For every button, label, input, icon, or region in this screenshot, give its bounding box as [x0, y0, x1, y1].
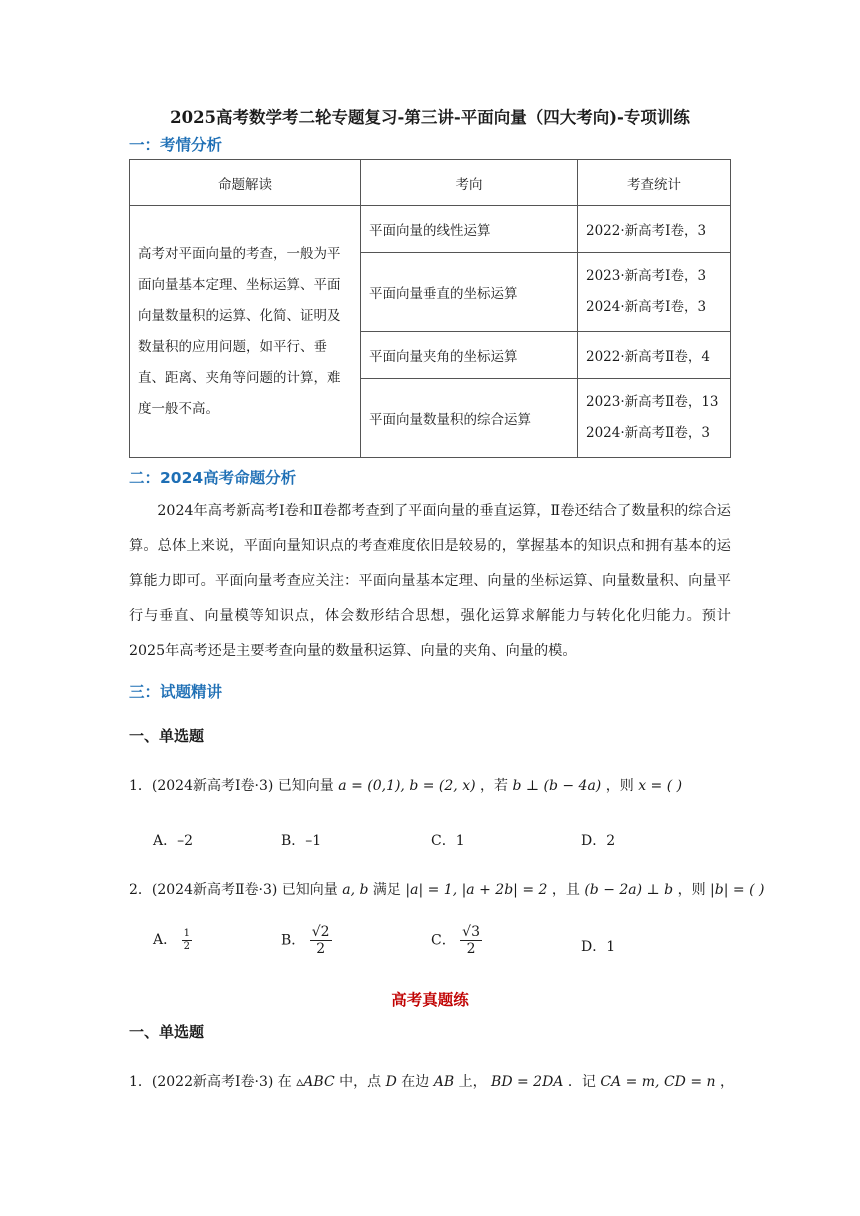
denominator: 2: [316, 941, 326, 958]
question-text: 满足: [372, 882, 401, 898]
question-text: 在边: [401, 1074, 430, 1090]
numerator: 1: [183, 928, 190, 939]
stat-item: 2022·新高考Ⅱ卷，4: [586, 349, 710, 365]
denominator: 2: [183, 940, 190, 952]
question-text: ，若: [480, 778, 509, 794]
table-header: 命题解读: [130, 160, 361, 206]
question-text: ，则: [677, 882, 706, 898]
table-description-cell: 高考对平面向量的考查，一般为平面向量基本定理、坐标运算、平面向量数量积的运算、化简、证明及数量积的应用问题，如平行、垂直、距离、夹角等问题的计算，难度一般不高。: [130, 206, 361, 458]
table-topic-cell: 平面向量垂直的坐标运算: [361, 253, 578, 332]
analysis-paragraph: [129, 494, 731, 669]
stat-item: 2024·新高考Ⅱ卷，3: [586, 425, 710, 441]
stat-item: 2024·新高考Ⅰ卷，3: [586, 299, 707, 315]
table-stats-cell: [578, 379, 731, 458]
question-text: ．记: [567, 1074, 596, 1090]
option-d[interactable]: D．1: [581, 939, 616, 955]
stat-item: 2022·新高考Ⅰ卷，3: [586, 223, 707, 239]
fraction: [182, 928, 192, 952]
option-d[interactable]: D．2: [581, 833, 616, 849]
question-text: 上，: [458, 1074, 487, 1090]
document-title: 2025高考数学考二轮专题复习-第三讲-平面向量（四大考向)-专项训练: [170, 108, 690, 127]
question-1: [129, 775, 682, 795]
single-choice-heading: 一、单选题: [129, 727, 205, 745]
table-topic-cell: 平面向量数量积的综合运算: [361, 379, 578, 458]
option-a[interactable]: A．–2: [153, 833, 194, 849]
question-text: 1．(2022新高考Ⅰ卷·3) 在: [129, 1074, 292, 1090]
section-heading-analysis: 一：考情分析: [129, 136, 223, 154]
math-expression: a, b: [342, 882, 369, 898]
numerator: √3: [462, 924, 480, 940]
denominator: 2: [466, 941, 476, 958]
question-2: [129, 879, 764, 899]
table-header-row: [130, 160, 731, 206]
table-topic-cell: 平面向量的线性运算: [361, 206, 578, 253]
table-topic-cell: 平面向量夹角的坐标运算: [361, 332, 578, 379]
analysis-text: 2024年高考新高考Ⅰ卷和Ⅱ卷都考查到了平面向量的垂直运算，Ⅱ卷还结合了数量积的综合运算。总体上来说，平面向量知识点的考查难度依旧是较易的，掌握基本的知识点和拥有基本的运算能力即可。平面向量考查应关注：平面向量基本定理、向量的坐标运算、向量数量积、向量平行与垂直、向量模等知识点，体会数形结合思想，强化运算求解能力与转化化归能力。预计2025年高考还是主要考查向量的数量积运算、向量的夹角、向量的模。: [129, 503, 731, 659]
option-label: B．: [281, 932, 306, 949]
real-exam-heading: 高考真题练: [391, 991, 469, 1009]
question-text: 中，点: [339, 1074, 382, 1090]
math-expression: a = (0,1), b = (2, x): [338, 778, 476, 794]
table-header: 考查统计: [578, 160, 731, 206]
stat-item: 2023·新高考Ⅰ卷，3: [586, 268, 707, 284]
section-heading-2024: 二：2024高考命题分析: [129, 469, 297, 487]
question-text: 1．(2024新高考Ⅰ卷·3) 已知向量: [129, 778, 334, 794]
option-label: C．: [431, 932, 456, 949]
numerator: √2: [311, 924, 330, 940]
option-c[interactable]: [431, 924, 482, 957]
table-stats-cell: [578, 253, 731, 332]
question-text: 2．(2024新高考Ⅱ卷·3) 已知向量: [129, 882, 338, 898]
question-text: ，则: [605, 778, 634, 794]
exam-analysis-table: [129, 159, 731, 458]
math-expression: CA = m, CD = n: [600, 1074, 716, 1090]
option-b[interactable]: [281, 924, 332, 957]
stat-item: 2023·新高考Ⅱ卷，13: [586, 394, 719, 410]
real-question-1: [129, 1071, 734, 1091]
fraction: [310, 924, 332, 957]
section-heading-problems: 三：试题精讲: [129, 683, 223, 701]
math-expression: b ⊥ (b − 4a): [512, 778, 602, 794]
math-expression: x = ( ): [638, 778, 683, 794]
option-b[interactable]: B．–1: [281, 833, 322, 849]
table-row: [130, 206, 731, 253]
math-expression: BD = 2DA: [491, 1074, 564, 1090]
table-stats-cell: [578, 332, 731, 379]
table-stats-cell: [578, 206, 731, 253]
math-expression: |b| = ( ): [710, 882, 765, 898]
question-text: ，: [720, 1074, 734, 1090]
math-expression: D: [385, 1074, 397, 1090]
math-expression: AB: [433, 1074, 455, 1090]
option-c[interactable]: C．1: [431, 833, 465, 849]
single-choice-heading-2: 一、单选题: [129, 1023, 205, 1041]
question-text: ，且: [551, 882, 580, 898]
option-label: A．: [153, 932, 178, 948]
math-expression: ▵ABC: [296, 1074, 335, 1090]
math-expression: (b − 2a) ⊥ b: [584, 882, 674, 898]
option-a[interactable]: [153, 928, 192, 952]
math-expression: |a| = 1, |a + 2b| = 2: [405, 882, 548, 898]
fraction: [460, 924, 482, 957]
table-header: 考向: [361, 160, 578, 206]
